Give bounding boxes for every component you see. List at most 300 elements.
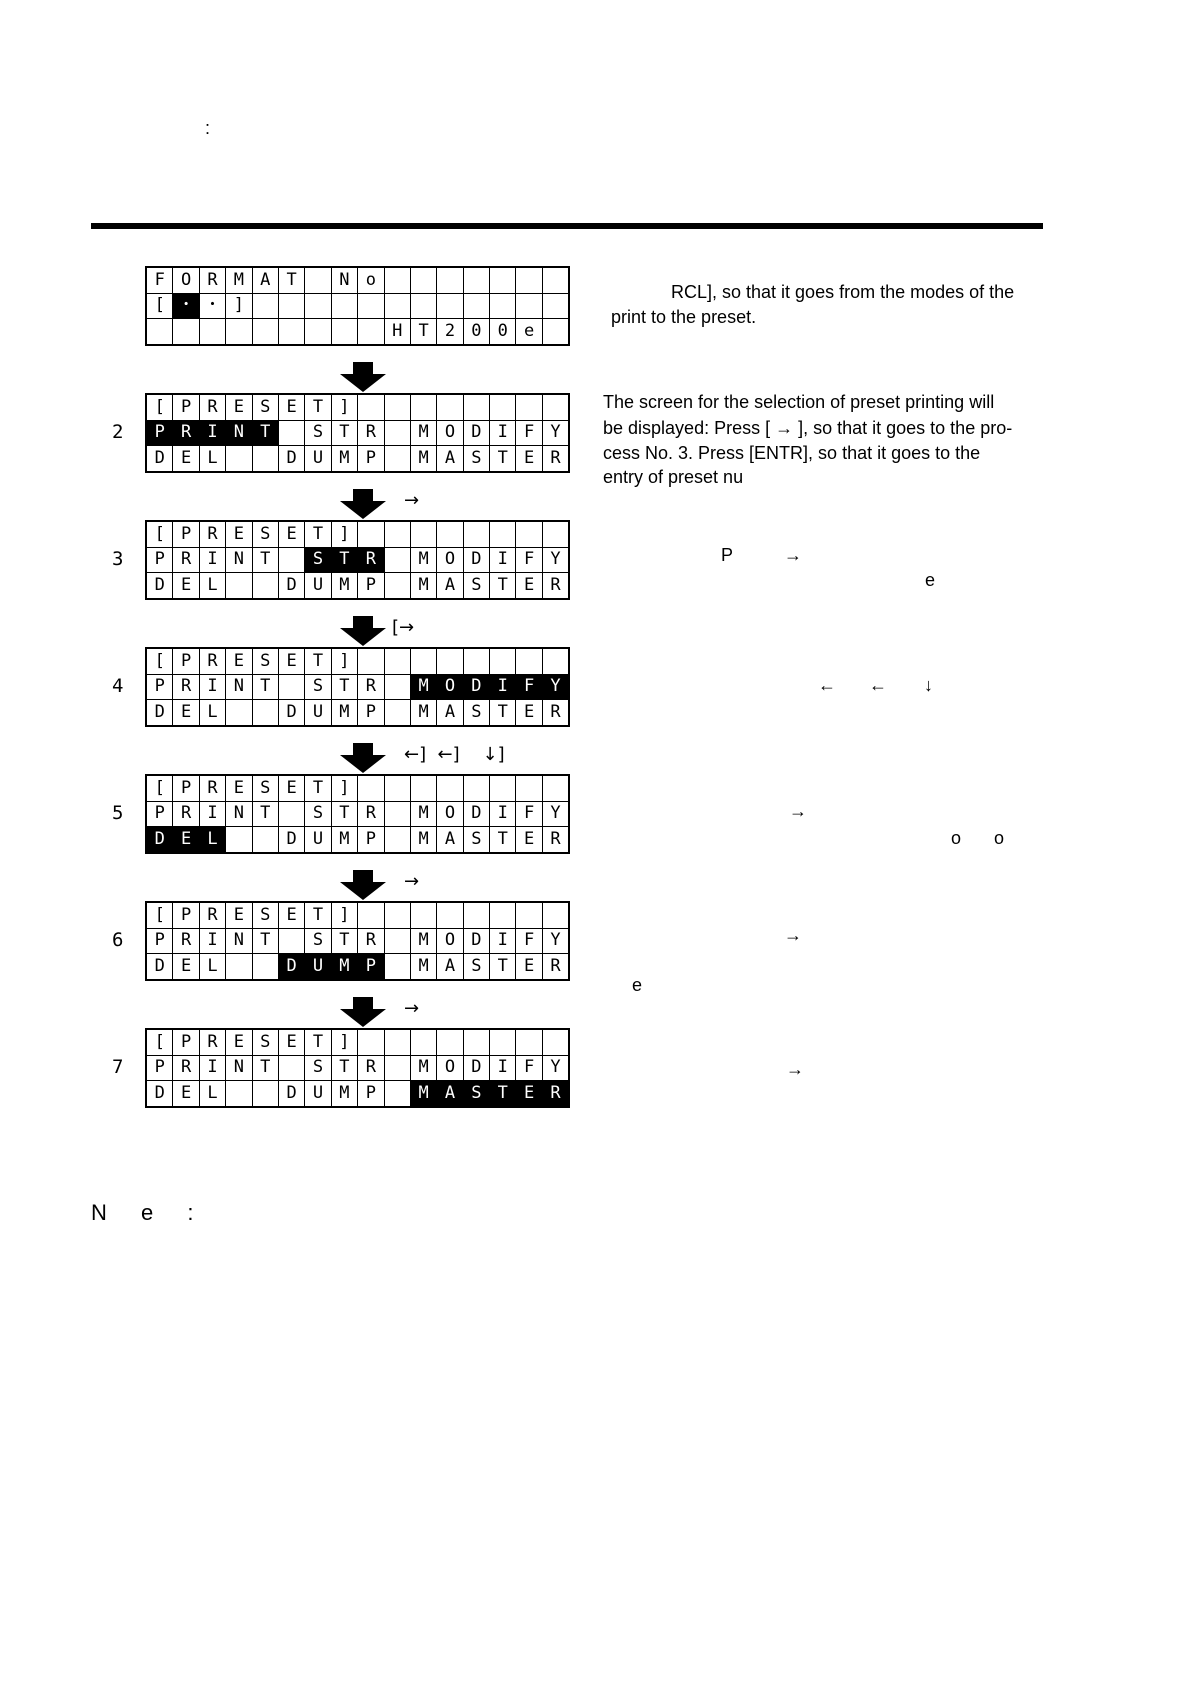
lcd-display — [146, 648, 569, 726]
lcd-cell — [384, 827, 410, 853]
lcd-cell: T — [490, 446, 516, 472]
lcd-cell: S — [305, 928, 331, 954]
lcd-row — [147, 776, 569, 802]
lcd-cell: M — [410, 928, 436, 954]
lcd-cell: P — [147, 801, 173, 827]
lcd-cell: T — [490, 1081, 516, 1107]
lcd-cell: R — [358, 674, 384, 700]
lcd-cell: R — [199, 522, 225, 548]
lcd-cell — [463, 903, 489, 929]
lcd-cell: F — [516, 547, 542, 573]
description-text: cess No. 3. Press [ENTR], so that it goes to the — [603, 443, 981, 463]
lcd-cell — [384, 573, 410, 599]
description-text: o — [951, 828, 962, 848]
lcd-cell: M — [331, 446, 357, 472]
lcd-cell: S — [305, 547, 331, 573]
down-arrow-icon — [340, 743, 386, 773]
lcd-cell — [490, 649, 516, 675]
lcd-cell: I — [490, 547, 516, 573]
lcd-cell: D — [147, 954, 173, 980]
lcd-cell: A — [437, 573, 463, 599]
lcd-cell — [226, 573, 252, 599]
lcd-cell: T — [305, 903, 331, 929]
lcd-cell: M — [410, 446, 436, 472]
lcd-row — [147, 573, 569, 599]
lcd-cell — [358, 649, 384, 675]
lcd-cell: P — [147, 928, 173, 954]
lcd-cell — [437, 903, 463, 929]
lcd-cell: A — [437, 446, 463, 472]
lcd-cell: P — [173, 395, 199, 421]
description-text: o — [994, 828, 1005, 848]
lcd-cell: I — [199, 547, 225, 573]
lcd-cell: M — [410, 700, 436, 726]
lcd-cell: R — [173, 420, 199, 446]
lcd-cell: S — [252, 522, 278, 548]
down-arrow-icon — [340, 870, 386, 900]
lcd-cell: R — [358, 547, 384, 573]
lcd-cell: E — [278, 903, 304, 929]
lcd-row — [147, 928, 569, 954]
lcd-display — [146, 902, 569, 980]
lcd-cell — [384, 776, 410, 802]
description-text: e — [632, 975, 643, 995]
lcd-cell: R — [173, 928, 199, 954]
lcd-cell — [278, 293, 304, 319]
lcd-cell: ] — [331, 395, 357, 421]
lcd-cell: T — [490, 573, 516, 599]
description-text: ← — [869, 675, 887, 695]
lcd-cell: M — [331, 573, 357, 599]
lcd-cell: E — [226, 522, 252, 548]
lcd-cell: D — [147, 827, 173, 853]
lcd-cell — [278, 928, 304, 954]
lcd-cell — [278, 547, 304, 573]
lcd-cell — [384, 420, 410, 446]
lcd-cell — [463, 268, 489, 294]
lcd-cell: ] — [331, 1030, 357, 1056]
lcd-cell — [358, 293, 384, 319]
lcd-cell — [490, 522, 516, 548]
lcd-cell: A — [437, 1081, 463, 1107]
lcd-cell: L — [199, 827, 225, 853]
lcd-cell — [199, 319, 225, 345]
key-hint: ←] ←] ↓] — [404, 744, 505, 765]
lcd-cell — [490, 293, 516, 319]
key-hint: → — [404, 490, 420, 511]
lcd-cell — [516, 268, 542, 294]
lcd-cell — [252, 293, 278, 319]
header-colon: : — [205, 118, 211, 138]
lcd-cell — [542, 649, 568, 675]
lcd-row — [147, 268, 569, 294]
lcd-row — [147, 649, 569, 675]
lcd-cell: S — [463, 827, 489, 853]
down-arrow-icon — [340, 362, 386, 392]
lcd-cell: R — [173, 674, 199, 700]
lcd-cell: F — [516, 420, 542, 446]
lcd-row — [147, 700, 569, 726]
lcd-cell: E — [516, 700, 542, 726]
step-number: 4 — [112, 675, 124, 697]
lcd-cell: T — [331, 1055, 357, 1081]
lcd-cell: D — [278, 573, 304, 599]
lcd-cell: D — [278, 1081, 304, 1107]
lcd-cell: M — [226, 268, 252, 294]
lcd-cell: F — [516, 928, 542, 954]
lcd-cell: T — [305, 395, 331, 421]
lcd-cell: M — [410, 801, 436, 827]
lcd-cell: I — [199, 801, 225, 827]
lcd-cell — [147, 319, 173, 345]
lcd-cell: M — [410, 420, 436, 446]
lcd-cell: E — [226, 395, 252, 421]
lcd-row — [147, 522, 569, 548]
lcd-cell: ] — [331, 903, 357, 929]
lcd-cell: L — [199, 446, 225, 472]
lcd-cell — [542, 522, 568, 548]
lcd-display — [146, 775, 569, 853]
lcd-cell: D — [463, 1055, 489, 1081]
description-text: print to the preset. — [611, 307, 757, 327]
lcd-row — [147, 674, 569, 700]
description-text: ↓ — [924, 675, 933, 695]
lcd-row — [147, 827, 569, 853]
lcd-cell: E — [516, 573, 542, 599]
lcd-cell — [490, 1030, 516, 1056]
lcd-cell — [490, 268, 516, 294]
lcd-cell: D — [463, 928, 489, 954]
lcd-cell: T — [331, 928, 357, 954]
lcd-cell: A — [252, 268, 278, 294]
lcd-cell: L — [199, 954, 225, 980]
lcd-cell: [ — [147, 903, 173, 929]
lcd-row — [147, 801, 569, 827]
lcd-cell: D — [463, 547, 489, 573]
lcd-cell — [305, 268, 331, 294]
lcd-cell — [226, 827, 252, 853]
lcd-cell — [305, 293, 331, 319]
lcd-row — [147, 954, 569, 980]
lcd-cell: T — [331, 801, 357, 827]
lcd-cell — [331, 319, 357, 345]
lcd-cell — [252, 446, 278, 472]
lcd-cell — [410, 776, 436, 802]
lcd-cell — [384, 293, 410, 319]
lcd-cell: U — [305, 827, 331, 853]
lcd-cell: D — [278, 954, 304, 980]
lcd-cell: D — [278, 700, 304, 726]
lcd-cell: A — [437, 954, 463, 980]
lcd-cell: D — [147, 1081, 173, 1107]
description-text: → — [786, 1059, 804, 1079]
lcd-cell: D — [463, 801, 489, 827]
lcd-cell: M — [331, 954, 357, 980]
lcd-cell — [226, 700, 252, 726]
lcd-cell — [384, 954, 410, 980]
lcd-cell: P — [173, 776, 199, 802]
lcd-cell: L — [199, 573, 225, 599]
lcd-cell: R — [358, 801, 384, 827]
lcd-cell: I — [199, 420, 225, 446]
lcd-cell: N — [226, 928, 252, 954]
lcd-cell — [410, 268, 436, 294]
lcd-cell — [437, 649, 463, 675]
lcd-cell — [252, 1081, 278, 1107]
lcd-cell — [516, 293, 542, 319]
lcd-cell: 0 — [490, 319, 516, 345]
lcd-cell: N — [226, 674, 252, 700]
lcd-cell: I — [199, 674, 225, 700]
lcd-cell — [437, 776, 463, 802]
lcd-cell: E — [173, 954, 199, 980]
lcd-cell: P — [147, 547, 173, 573]
lcd-cell: I — [490, 420, 516, 446]
lcd-cell: F — [516, 674, 542, 700]
lcd-cell — [490, 903, 516, 929]
lcd-cell: P — [173, 522, 199, 548]
lcd-cell — [384, 395, 410, 421]
lcd-cell: R — [542, 1081, 568, 1107]
lcd-cell: T — [490, 954, 516, 980]
lcd-cell: [ — [147, 395, 173, 421]
lcd-cell — [173, 319, 199, 345]
lcd-cell — [463, 293, 489, 319]
lcd-cell: I — [199, 928, 225, 954]
lcd-cell: P — [173, 649, 199, 675]
lcd-cell — [358, 522, 384, 548]
lcd-cell: ・ — [199, 293, 225, 319]
lcd-cell — [463, 776, 489, 802]
lcd-cell — [410, 1030, 436, 1056]
lcd-cell: T — [490, 827, 516, 853]
lcd-cell — [437, 395, 463, 421]
description-text: → — [789, 801, 807, 821]
description-text: → — [784, 925, 802, 945]
lcd-cell: S — [305, 674, 331, 700]
lcd-cell: P — [358, 954, 384, 980]
lcd-cell — [305, 319, 331, 345]
description-text: e — [925, 570, 936, 590]
lcd-cell: T — [305, 522, 331, 548]
lcd-cell: D — [278, 446, 304, 472]
lcd-cell: A — [437, 700, 463, 726]
lcd-cell — [384, 1081, 410, 1107]
lcd-cell: ] — [226, 293, 252, 319]
lcd-cell: [ — [147, 1030, 173, 1056]
lcd-cell: S — [463, 954, 489, 980]
lcd-cell — [384, 1055, 410, 1081]
lcd-cell: T — [252, 547, 278, 573]
description-text: ← — [818, 675, 836, 695]
lcd-cell: E — [516, 954, 542, 980]
lcd-cell — [384, 928, 410, 954]
lcd-cell: D — [463, 420, 489, 446]
lcd-cell: R — [542, 827, 568, 853]
lcd-cell: T — [331, 420, 357, 446]
lcd-cell: ] — [331, 522, 357, 548]
step-number: 6 — [112, 929, 124, 951]
lcd-cell: U — [305, 446, 331, 472]
lcd-cell: E — [278, 522, 304, 548]
lcd-cell: M — [410, 1081, 436, 1107]
note-label: N e : — [91, 1200, 208, 1225]
lcd-row — [147, 1081, 569, 1107]
lcd-cell — [384, 547, 410, 573]
lcd-cell: F — [516, 801, 542, 827]
lcd-cell: 2 — [437, 319, 463, 345]
lcd-cell: D — [278, 827, 304, 853]
lcd-cell: I — [490, 801, 516, 827]
header-rule — [91, 223, 1043, 229]
lcd-display — [146, 1029, 569, 1107]
lcd-cell: T — [252, 928, 278, 954]
lcd-cell: I — [490, 1055, 516, 1081]
lcd-cell: R — [542, 446, 568, 472]
lcd-cell: S — [252, 903, 278, 929]
lcd-cell: E — [173, 446, 199, 472]
lcd-cell: M — [410, 827, 436, 853]
lcd-cell — [384, 446, 410, 472]
lcd-row — [147, 293, 569, 319]
lcd-cell: P — [147, 674, 173, 700]
lcd-cell: N — [226, 420, 252, 446]
lcd-cell: L — [199, 700, 225, 726]
lcd-cell: M — [410, 674, 436, 700]
lcd-cell: O — [437, 928, 463, 954]
lcd-cell: E — [278, 776, 304, 802]
lcd-cell: T — [252, 801, 278, 827]
lcd-cell: M — [410, 954, 436, 980]
lcd-cell — [278, 1055, 304, 1081]
lcd-cell: [ — [147, 776, 173, 802]
lcd-cell: M — [410, 547, 436, 573]
lcd-cell: o — [358, 268, 384, 294]
lcd-cell: P — [358, 700, 384, 726]
description-text: → — [784, 545, 802, 565]
lcd-cell — [516, 522, 542, 548]
lcd-cell: S — [305, 420, 331, 446]
lcd-cell — [358, 395, 384, 421]
lcd-cell — [226, 446, 252, 472]
lcd-cell — [384, 522, 410, 548]
lcd-cell: S — [252, 1030, 278, 1056]
lcd-cell: T — [331, 547, 357, 573]
lcd-cell — [358, 1030, 384, 1056]
lcd-cell: U — [305, 954, 331, 980]
lcd-cell: M — [331, 700, 357, 726]
lcd-cell: D — [147, 573, 173, 599]
lcd-cell: S — [463, 700, 489, 726]
lcd-cell: [ — [147, 649, 173, 675]
lcd-cell: E — [173, 827, 199, 853]
description-text: be displayed: Press [ → ], so that it goes to the pro- — [603, 418, 1013, 438]
lcd-cell: E — [173, 1081, 199, 1107]
lcd-cell: Y — [542, 1055, 568, 1081]
lcd-cell — [384, 649, 410, 675]
lcd-cell — [252, 827, 278, 853]
lcd-cell: I — [199, 1055, 225, 1081]
key-hint: → — [404, 871, 420, 892]
lcd-cell: P — [358, 446, 384, 472]
description-text: entry of preset nu — [603, 467, 744, 487]
lcd-cell — [358, 319, 384, 345]
lcd-cell: O — [437, 1055, 463, 1081]
lcd-cell — [437, 1030, 463, 1056]
lcd-cell — [384, 700, 410, 726]
lcd-cell: S — [252, 649, 278, 675]
lcd-cell: H — [384, 319, 410, 345]
lcd-cell: P — [173, 903, 199, 929]
lcd-cell: S — [463, 573, 489, 599]
lcd-cell: T — [305, 1030, 331, 1056]
lcd-cell — [490, 395, 516, 421]
lcd-cell — [384, 903, 410, 929]
lcd-cell: A — [437, 827, 463, 853]
lcd-row — [147, 1055, 569, 1081]
lcd-cell: R — [199, 395, 225, 421]
lcd-row — [147, 547, 569, 573]
lcd-cell: P — [358, 827, 384, 853]
lcd-cell: O — [437, 420, 463, 446]
lcd-cell — [542, 319, 568, 345]
lcd-cell: O — [437, 801, 463, 827]
lcd-cell: R — [199, 268, 225, 294]
lcd-cell — [384, 801, 410, 827]
description-text: RCL], so that it goes from the modes of the — [671, 282, 1015, 302]
lcd-cell — [542, 903, 568, 929]
lcd-cell — [490, 776, 516, 802]
lcd-cell: S — [305, 1055, 331, 1081]
lcd-cell — [410, 522, 436, 548]
lcd-cell — [226, 954, 252, 980]
lcd-cell: E — [516, 446, 542, 472]
lcd-cell — [252, 573, 278, 599]
lcd-cell: D — [463, 674, 489, 700]
lcd-cell: U — [305, 573, 331, 599]
lcd-cell: Y — [542, 928, 568, 954]
down-arrow-icon — [340, 616, 386, 646]
key-hint: → — [404, 998, 420, 1019]
description-text: The screen for the selection of preset printing will — [603, 392, 995, 412]
lcd-cell: F — [516, 1055, 542, 1081]
lcd-cell: R — [199, 649, 225, 675]
lcd-cell: I — [490, 674, 516, 700]
lcd-cell — [463, 649, 489, 675]
lcd-cell: E — [226, 776, 252, 802]
lcd-cell: N — [331, 268, 357, 294]
lcd-cell: Y — [542, 674, 568, 700]
down-arrow-icon — [340, 489, 386, 519]
lcd-cell — [410, 395, 436, 421]
lcd-cell: T — [305, 776, 331, 802]
lcd-cell: R — [358, 928, 384, 954]
lcd-cell: D — [147, 446, 173, 472]
lcd-cell: E — [226, 1030, 252, 1056]
lcd-cell: E — [226, 903, 252, 929]
lcd-cell: S — [463, 446, 489, 472]
lcd-cell: E — [278, 649, 304, 675]
lcd-cell — [516, 649, 542, 675]
lcd-display — [146, 394, 569, 472]
lcd-cell — [252, 954, 278, 980]
lcd-cell: S — [252, 395, 278, 421]
lcd-cell: e — [516, 319, 542, 345]
lcd-cell: T — [252, 1055, 278, 1081]
lcd-cell: M — [331, 1081, 357, 1107]
lcd-cell: P — [358, 573, 384, 599]
step-number: 5 — [112, 802, 124, 824]
